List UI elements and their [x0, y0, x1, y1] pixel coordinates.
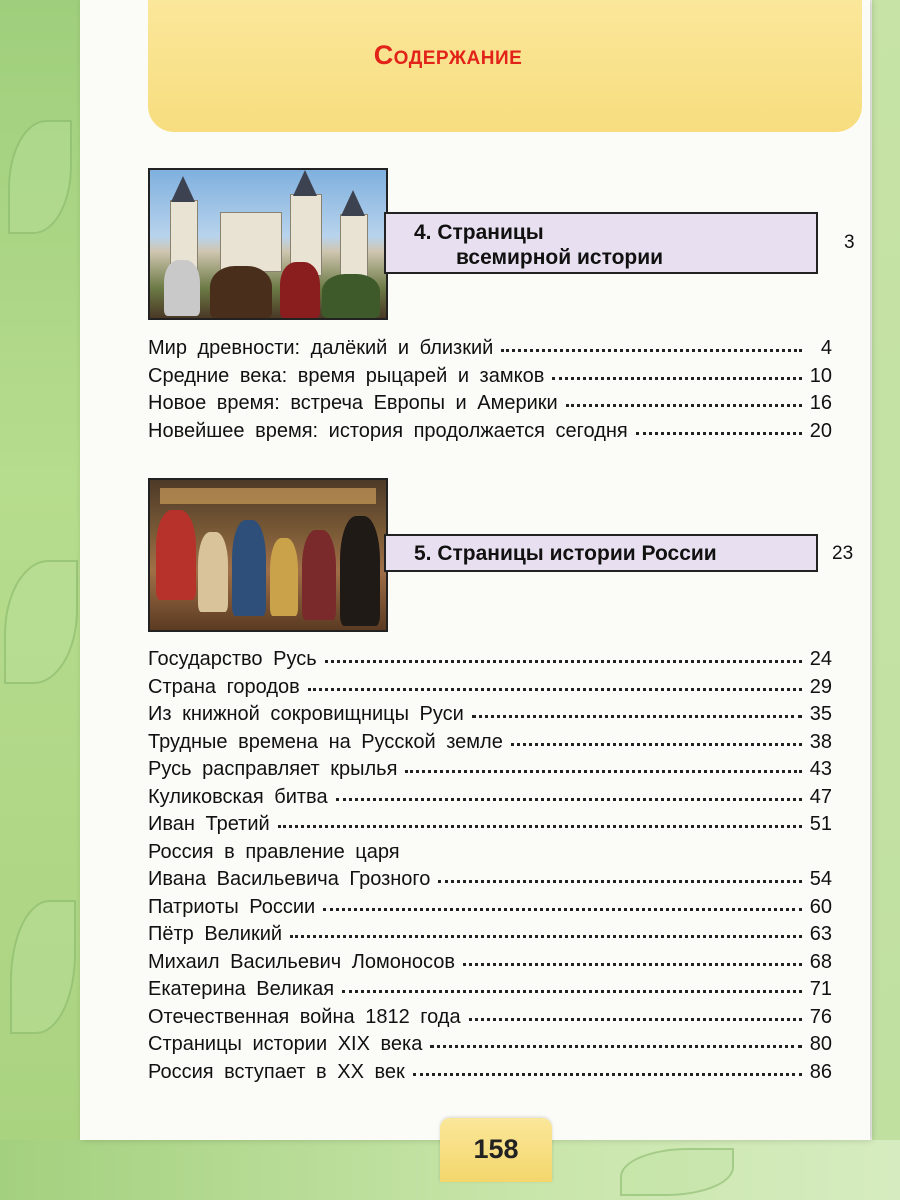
leader-dots: [552, 363, 801, 380]
toc-entry-page: 76: [809, 1005, 832, 1028]
section-header-russian-history[interactable]: [384, 534, 818, 572]
toc-entry[interactable]: [148, 337, 832, 365]
toc-entry-label: Екатерина Великая: [148, 978, 335, 1000]
toc-entry-label: Средние века: время рыцарей и замков: [148, 364, 545, 387]
green-margin-right: [872, 0, 900, 1200]
leader-dots: [342, 976, 802, 993]
leader-dots: [472, 701, 802, 718]
toc-entry-page: 80: [809, 1033, 832, 1055]
toc-entry[interactable]: [148, 896, 832, 924]
toc-entry-page: 10: [809, 364, 832, 387]
toc-entry-label: Куликовская битва: [148, 785, 328, 808]
toc-entry[interactable]: [148, 648, 832, 676]
toc-entry-page: 43: [809, 758, 832, 780]
leader-dots: [323, 894, 802, 911]
leader-dots: [463, 949, 802, 966]
toc-entry[interactable]: [148, 1061, 832, 1089]
leader-dots: [290, 921, 802, 938]
toc-entry-page: 71: [809, 978, 832, 1000]
toc-entry-page: 68: [809, 950, 832, 973]
toc-list-world-history: [148, 337, 832, 447]
toc-entry-page: 63: [809, 923, 832, 945]
toc-entry-page: 47: [809, 785, 832, 808]
toc-entry[interactable]: [148, 813, 832, 841]
toc-entry-page: 29: [809, 675, 832, 698]
toc-entry[interactable]: [148, 703, 832, 731]
toc-entry-label: Патриоты России: [148, 895, 316, 918]
toc-entry[interactable]: [148, 786, 832, 814]
section-page-number: 23: [832, 543, 854, 564]
toc-entry-page: 24: [809, 648, 832, 670]
toc-entry-page: 54: [809, 868, 832, 890]
leader-dots: [278, 811, 802, 828]
toc-entry[interactable]: [148, 676, 832, 704]
toc-entry[interactable]: [148, 841, 832, 869]
toc-entry[interactable]: [148, 1006, 832, 1034]
toc-entry-label: Государство Русь: [148, 648, 317, 670]
castle-knights-illustration: [148, 168, 388, 320]
toc-entry[interactable]: [148, 392, 832, 420]
section-page-number: 3: [844, 232, 855, 253]
section-title-line1: 5. Страницы истории России: [414, 542, 717, 565]
leader-dots: [438, 866, 801, 883]
leader-dots: [336, 784, 802, 801]
leader-dots: [566, 390, 802, 407]
leader-dots: [325, 646, 802, 663]
toc-entry-label: Михаил Васильевич Ломоносов: [148, 950, 456, 973]
toc-entry-label: Иван Третий: [148, 813, 270, 835]
toc-entry[interactable]: [148, 868, 832, 896]
page-number: 158: [473, 1134, 519, 1164]
toc-entry-page: 16: [809, 392, 832, 414]
toc-entry[interactable]: [148, 1033, 832, 1061]
toc-entry[interactable]: [148, 420, 832, 448]
leader-dots: [413, 1059, 802, 1076]
section-header-world-history[interactable]: [384, 212, 818, 274]
section-title-line2: всемирной истории: [456, 246, 664, 269]
toc-entry-page: 35: [809, 703, 832, 725]
toc-entry-label: Россия в правление царя: [148, 840, 400, 863]
toc-entry-label: Ивана Васильевича Грозного: [148, 868, 431, 890]
leader-dots: [501, 335, 802, 352]
toc-entry-label: Пётр Великий: [148, 923, 283, 945]
leader-dots: [405, 756, 801, 773]
toc-entry-label: Мир древности: далёкий и близкий: [148, 337, 494, 359]
leader-dots: [308, 674, 802, 691]
toc-entry[interactable]: [148, 978, 832, 1006]
leader-dots: [469, 1004, 802, 1021]
toc-entry-page: 38: [809, 730, 832, 753]
toc-entry[interactable]: [148, 758, 832, 786]
leader-dots: [430, 1031, 801, 1048]
toc-entry-label: Трудные времена на Русской земле: [148, 730, 503, 753]
toc-entry[interactable]: [148, 923, 832, 951]
toc-entry-label: Новое время: встреча Европы и Америки: [148, 392, 558, 414]
toc-entry-label: Новейшее время: история продолжается сегодня: [148, 419, 628, 442]
toc-entry[interactable]: [148, 951, 832, 979]
toc-entry-page: 51: [809, 813, 832, 835]
toc-entry[interactable]: [148, 365, 832, 393]
toc-entry-label: Страницы истории XIX века: [148, 1033, 423, 1055]
toc-entry-label: Россия вступает в XX век: [148, 1060, 405, 1083]
toc-entry-label: Отечественная война 1812 года: [148, 1005, 461, 1028]
leader-dots: [636, 418, 802, 435]
toc-entry[interactable]: [148, 731, 832, 759]
leader-dots: [408, 842, 802, 856]
toc-entry-page: 60: [809, 895, 832, 918]
toc-list-russian-history: [148, 648, 832, 1088]
page-title: Содержание: [373, 40, 523, 70]
toc-entry-page: 86: [809, 1060, 832, 1083]
toc-entry-label: Страна городов: [148, 675, 300, 698]
russian-feast-illustration: [148, 478, 388, 632]
leader-dots: [511, 729, 802, 746]
toc-entry-page: 4: [820, 337, 832, 359]
toc-entry-page: 20: [809, 419, 832, 442]
toc-entry-label: Из книжной сокровищницы Руси: [148, 703, 464, 725]
section-title-line1: 4. Страницы: [414, 221, 544, 244]
toc-entry-label: Русь расправляет крылья: [148, 758, 398, 780]
